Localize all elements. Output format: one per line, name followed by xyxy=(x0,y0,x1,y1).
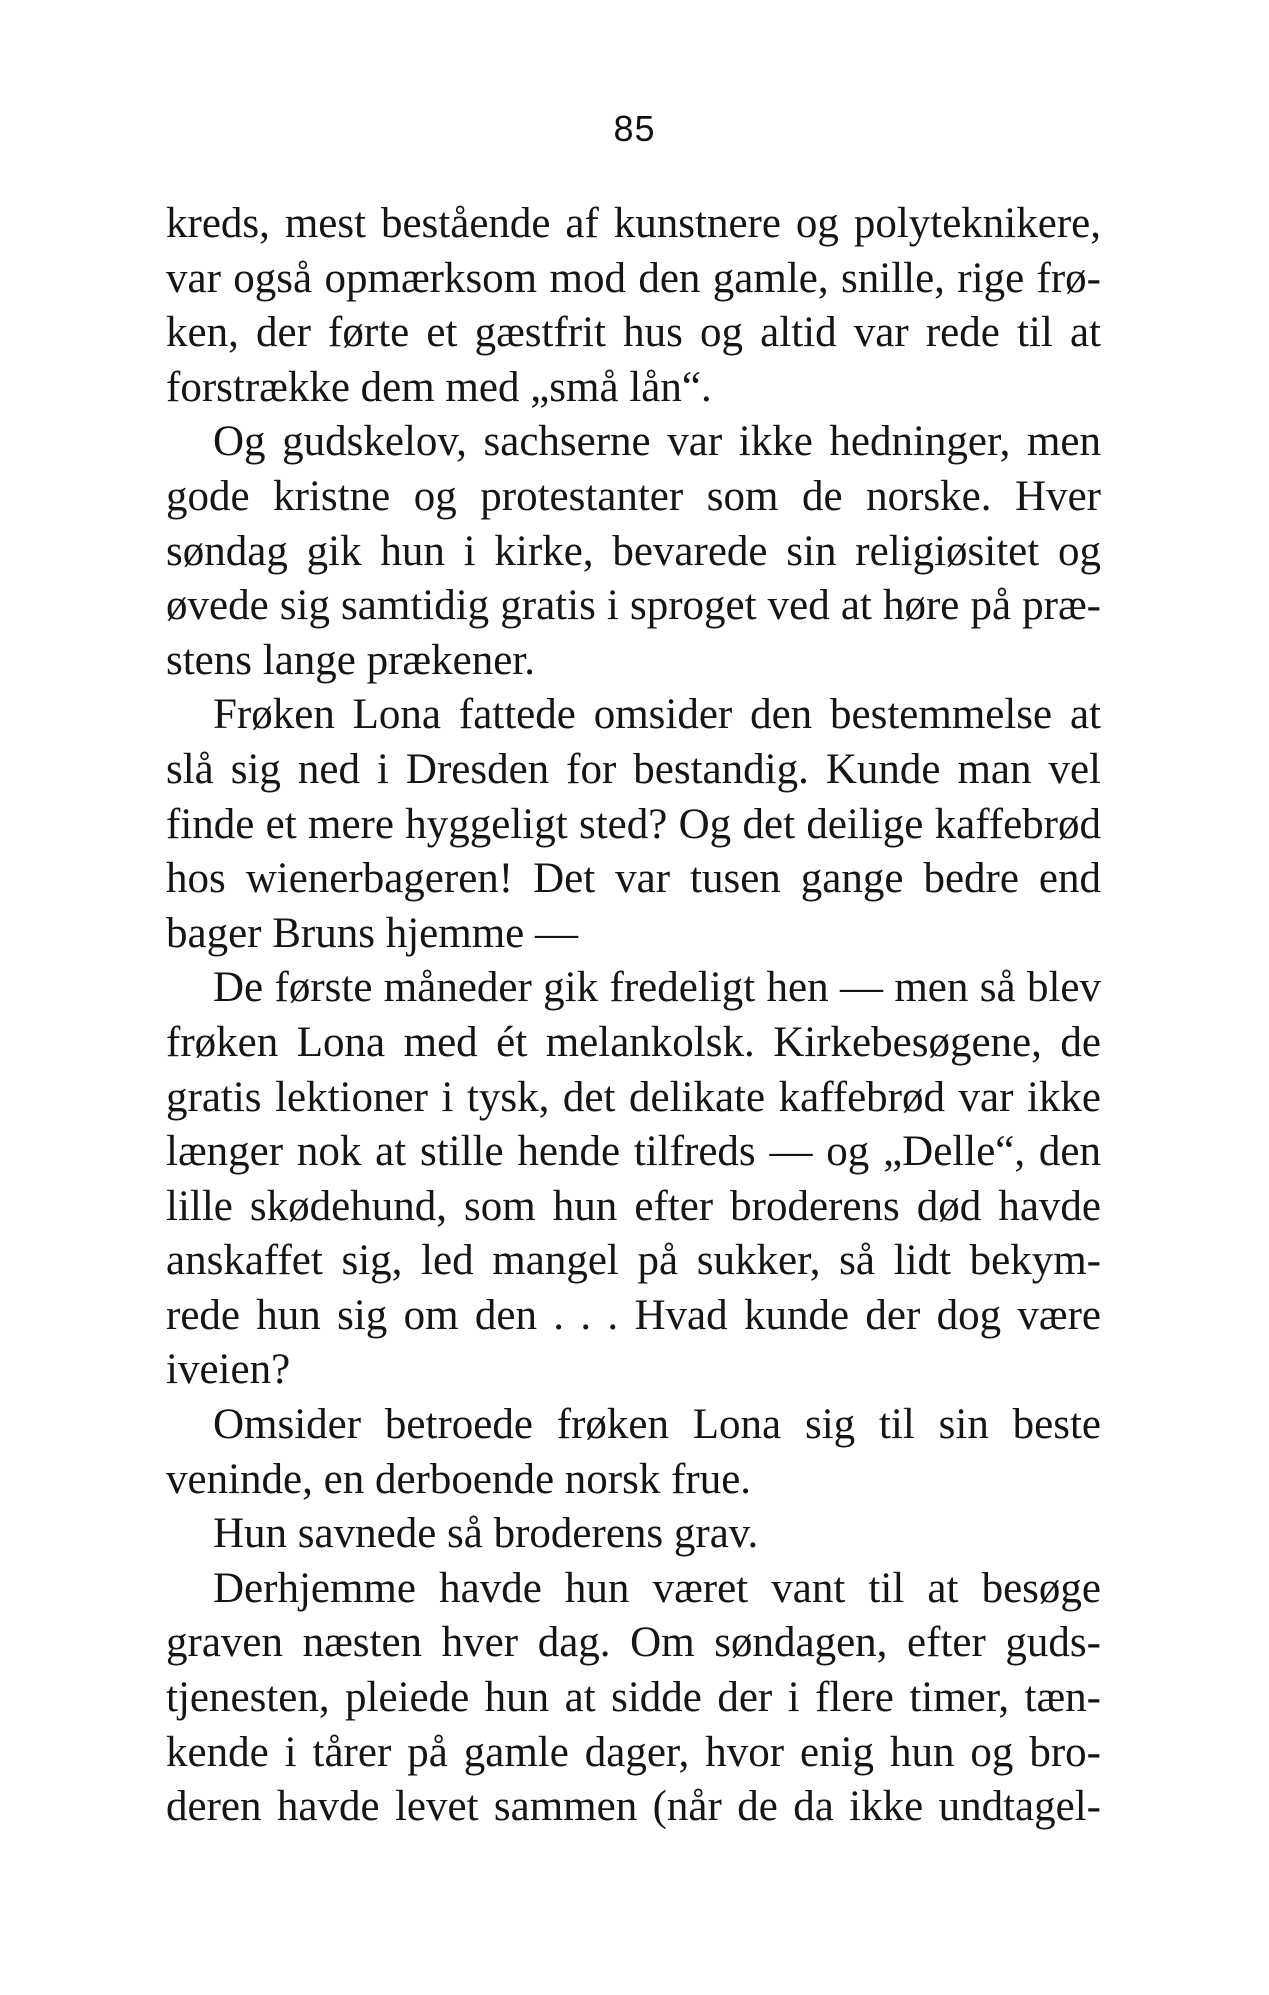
text-line: bager Bruns hjemme — xyxy=(166,909,578,957)
text-line: Derhjemme havde hun været vant til at besøge xyxy=(213,1564,1101,1612)
text-line: stens lange prækener. xyxy=(166,636,535,684)
text-line: deren havde levet sammen (når de da ikke undtagel- xyxy=(166,1783,1101,1831)
text-line: iveien? xyxy=(166,1346,291,1394)
text-line: anskaffet sig, led mangel på sukker, så lidt bekym- xyxy=(166,1237,1101,1285)
text-line: Hun savnede så broderens grav. xyxy=(213,1510,759,1558)
text-line: gode kristne og protestanter som de norske. Hver xyxy=(166,472,1101,520)
text-line: forstrække dem med „små lån“. xyxy=(166,363,712,411)
text-line: rede hun sig om den . . . Hvad kunde der dog være xyxy=(166,1291,1101,1339)
text-line: hos wienerbageren! Det var tusen gange bedre end xyxy=(166,855,1101,903)
text-line: finde et mere hyggeligt sted? Og det deilige kaffebrød xyxy=(166,800,1101,848)
text-line: længer nok at stille hende tilfreds — og „Delle“, den xyxy=(166,1128,1101,1176)
text-line: graven næsten hver dag. Om søndagen, efter guds- xyxy=(166,1619,1101,1667)
text-line: veninde, en derboende norsk frue. xyxy=(166,1455,752,1503)
text-line: lille skødehund, som hun efter broderens død havde xyxy=(166,1182,1101,1230)
text-line: slå sig ned i Dresden for bestandig. Kunde man vel xyxy=(166,745,1101,793)
text-line: kende i tårer på gamle dager, hvor enig hun og bro- xyxy=(166,1728,1101,1776)
text-line: søndag gik hun i kirke, bevarede sin religiøsitet og xyxy=(166,527,1101,575)
text-line: øvede sig samtidig gratis i sproget ved at høre på præ- xyxy=(166,582,1101,630)
text-line: gratis lektioner i tysk, det delikate kaffebrød var ikke xyxy=(166,1073,1101,1121)
text-line: Frøken Lona fattede omsider den bestemmelse at xyxy=(213,691,1101,739)
body-text xyxy=(166,197,1101,1835)
text-line: Og gudskelov, sachserne var ikke hedninger, men xyxy=(213,418,1101,466)
text-line: Omsider betroede frøken Lona sig til sin beste xyxy=(213,1401,1101,1449)
text-line: var også opmærksom mod den gamle, snille, rige frø- xyxy=(166,254,1101,302)
text-line: ken, der førte et gæstfrit hus og altid var rede til at xyxy=(166,309,1101,357)
text-line: kreds, mest bestående af kunstnere og polyteknikere, xyxy=(166,200,1101,247)
text-line: frøken Lona med ét melankolsk. Kirkebesøgene, de xyxy=(166,1018,1101,1066)
text-line: De første måneder gik fredeligt hen — men så blev xyxy=(213,964,1101,1012)
page-number: 85 xyxy=(613,108,656,149)
text-line: tjenesten, pleiede hun at sidde der i flere timer, tæn- xyxy=(166,1674,1101,1722)
